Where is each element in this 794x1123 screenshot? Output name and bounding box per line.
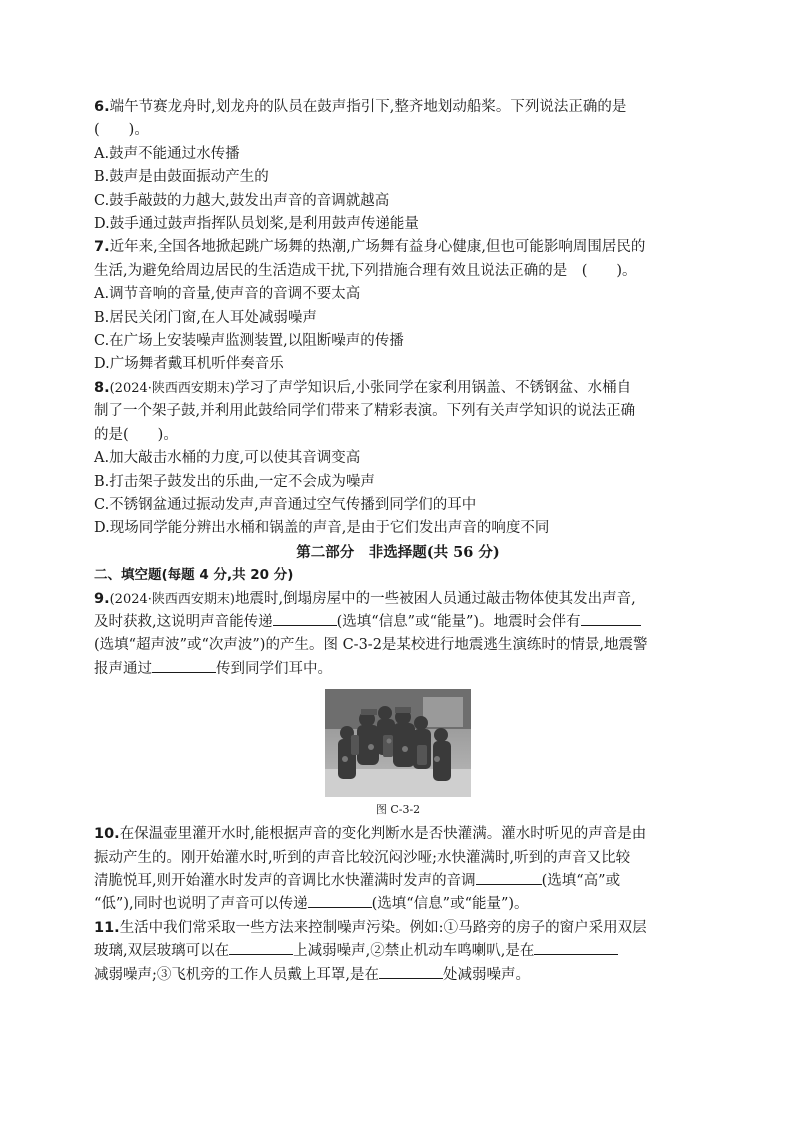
q6-option-b: B.鼓声是由鼓面振动产生的	[94, 169, 269, 186]
q9-line4	[94, 658, 702, 681]
q11-blank-1[interactable]	[229, 940, 293, 955]
q7-stem: 近年来,全国各地掀起跳广场舞的热潮,广场舞有益身心健康,但也可能影响周围居民的	[109, 239, 646, 256]
q9-source: (2024·陕西西安期末)	[109, 591, 235, 607]
q6-number: 6.	[94, 99, 110, 115]
q8-option-b: B.打击架子鼓发出的乐曲,一定不会成为噪声	[94, 473, 375, 490]
q11-blank-3[interactable]	[379, 964, 443, 979]
exam-content	[94, 96, 702, 987]
figure-caption: 图 C-3-2	[375, 803, 421, 817]
q6-stem-line2: ( )。	[94, 122, 149, 139]
figure	[94, 689, 702, 819]
q7-number: 7.	[94, 239, 110, 256]
q10-text3a: 清脆悦耳,则开始灌水时发声的音调比水快灌满时发声的音调	[94, 872, 476, 889]
q10-text4a: “低”),同时也说明了声音可以传递	[94, 896, 308, 913]
q6-option-a: A.鼓声不能通过水传播	[94, 145, 240, 162]
q7-option-b: B.居民关闭门窗,在人耳处减弱噪声	[94, 309, 317, 326]
q7-stem-line2: 生活,为避免给周边居民的生活造成干扰,下列措施合理有效且说法正确的是 ( )。	[94, 262, 637, 279]
q9-number: 9.	[94, 590, 110, 607]
q11-line3	[94, 964, 702, 987]
q6-option-c: C.鼓手敲鼓的力越大,鼓发出声音的音调就越高	[94, 192, 390, 209]
q11-line1	[94, 917, 702, 940]
q10-line2: 振动产生的。刚开始灌水时,听到的声音比较沉闷沙哑;水快灌满时,听到的声音又比较	[94, 849, 631, 866]
section-fill-blank-heading: 二、填空题(每题 4 分,共 20 分)	[94, 567, 294, 584]
q10-blank-2[interactable]	[308, 893, 372, 908]
q8-stem-line2: 制了一个架子鼓,并利用此鼓给同学们带来了精彩表演。下列有关声学知识的说法正确	[94, 403, 636, 420]
q10-text3b: (选填“高”或	[541, 872, 621, 889]
q11-text2b: 上减弱噪声,②禁止机动车鸣喇叭,是在	[293, 943, 535, 960]
q9-text4a: 报声通过	[94, 660, 152, 677]
part2-title: 第二部分 非选择题(共 56 分)	[296, 543, 500, 561]
q7-option-a: A.调节音响的音量,使声音的音调不要太高	[94, 286, 361, 303]
q10-line3	[94, 870, 702, 893]
q7-option-c: C.在广场上安装噪声监测装置,以阻断噪声的传播	[94, 333, 404, 350]
q9-blank-2[interactable]	[581, 611, 641, 626]
q9-line3: (选填“超声波”或“次声波”)的产生。图 C-3-2是某校进行地震逃生演练时的情景,地震警	[94, 637, 648, 654]
q9-line1	[94, 588, 702, 611]
q8-stem-line1	[94, 377, 702, 400]
earthquake-drill-photo	[325, 689, 471, 797]
q11-number: 11.	[94, 919, 120, 936]
q11-text3a: 减弱噪声;③飞机旁的工作人员戴上耳罩,是在	[94, 966, 379, 983]
q10-number: 10.	[94, 826, 120, 843]
q8-source: (2024·陕西西安期末)	[109, 380, 235, 396]
q9-text4b: 传到同学们耳中。	[216, 660, 332, 677]
q8-option-d: D.现场同学能分辨出水桶和锅盖的声音,是由于它们发出声音的响度不同	[94, 520, 550, 537]
q8-option-c: C.不锈钢盆通过振动发声,声音通过空气传播到同学们的耳中	[94, 496, 477, 513]
q6-stem-line1	[94, 96, 702, 119]
q9-text1: 地震时,倒塌房屋中的一些被困人员通过敲击物体使其发出声音,	[234, 590, 636, 607]
q11-text3b: 处减弱噪声。	[443, 966, 530, 983]
q8-number: 8.	[94, 379, 110, 396]
q6-stem: 端午节赛龙舟时,划龙舟的队员在鼓声指引下,整齐地划动船桨。下列说法正确的是	[109, 99, 627, 115]
q6-option-d: D.鼓手通过鼓声指挥队员划桨,是利用鼓声传递能量	[94, 216, 419, 233]
q9-text2b: (选填“信息”或“能量”)。地震时会伴有	[336, 613, 581, 630]
q9-line2	[94, 611, 702, 634]
q11-text1: 生活中我们常采取一些方法来控制噪声污染。例如:①马路旁的房子的窗户采用双层	[119, 919, 647, 936]
q9-blank-3[interactable]	[152, 658, 216, 673]
q8-option-a: A.加大敲击水桶的力度,可以使其音调变高	[94, 450, 361, 467]
q9-blank-1[interactable]	[273, 611, 337, 626]
q10-text1: 在保温壶里灌开水时,能根据声音的变化判断水是否快灌满。灌水时听见的声音是由	[119, 826, 647, 843]
q10-line4	[94, 893, 702, 916]
q11-line2	[94, 940, 702, 963]
q7-stem-line1	[94, 236, 702, 259]
q8-stem-line3: 的是( )。	[94, 426, 178, 443]
q10-text4b: (选填“信息”或“能量”)。	[371, 896, 529, 913]
q10-line1	[94, 823, 702, 846]
q10-blank-1[interactable]	[476, 870, 542, 885]
q8-stem: 学习了声学知识后,小张同学在家利用锅盖、不锈钢盆、水桶自	[234, 379, 632, 396]
q9-text2a: 及时获救,这说明声音能传递	[94, 613, 273, 630]
q11-blank-2[interactable]	[534, 940, 618, 955]
q7-option-d: D.广场舞者戴耳机听伴奏音乐	[94, 356, 284, 373]
q11-text2a: 玻璃,双层玻璃可以在	[94, 943, 230, 960]
